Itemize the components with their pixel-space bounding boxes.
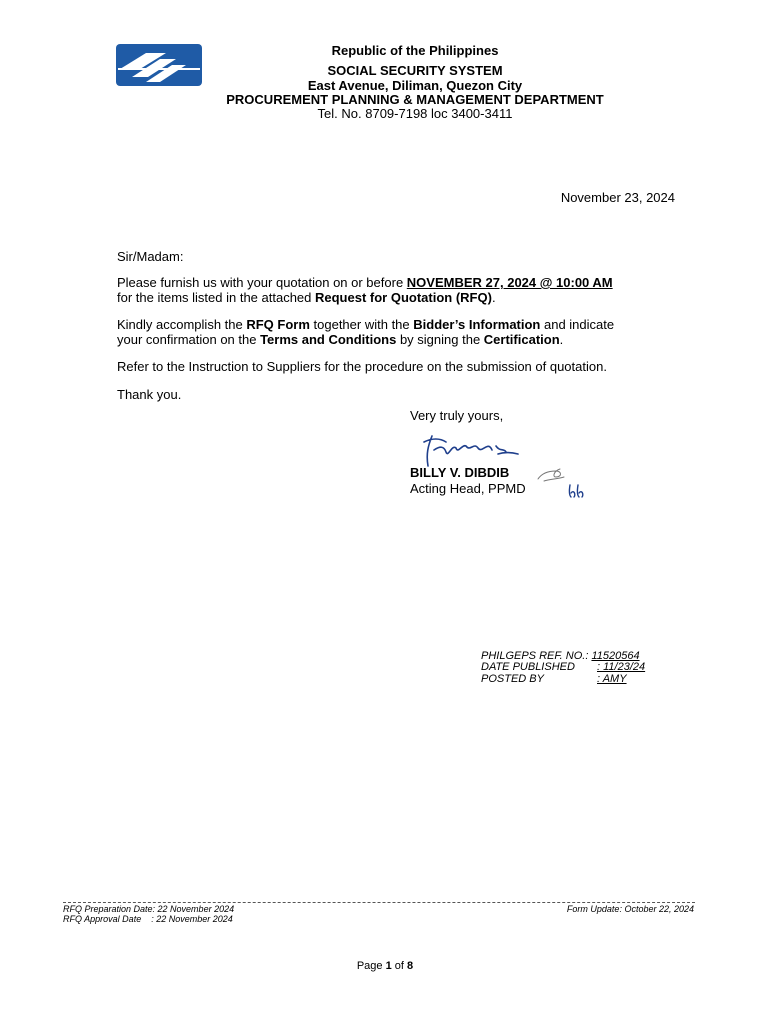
bidder-info: Bidder’s Information bbox=[413, 317, 541, 332]
p2-text-b: together with the bbox=[309, 317, 414, 332]
p2-text-e: by signing the bbox=[396, 332, 484, 347]
form-update: Form Update: October 22, 2024 bbox=[566, 904, 694, 914]
thank-you: Thank you. bbox=[117, 387, 182, 402]
posted-label: POSTED BY bbox=[481, 673, 544, 685]
terms-conditions: Terms and Conditions bbox=[260, 332, 397, 347]
initials-mark-2 bbox=[566, 481, 588, 501]
published-label: DATE PUBLISHED bbox=[481, 661, 575, 673]
certification: Certification bbox=[483, 332, 560, 347]
philgeps-label: PHILGEPS REF. NO.: bbox=[481, 650, 589, 662]
deadline: NOVEMBER 27, 2024 @ 10:00 AM bbox=[406, 275, 613, 290]
p2-text-a: Kindly accomplish the bbox=[117, 317, 247, 332]
footer-divider bbox=[63, 902, 695, 903]
philgeps-value: 11520564 bbox=[591, 650, 640, 662]
rfq-reference: Request for Quotation (RFQ) bbox=[315, 290, 492, 305]
page-total: 8 bbox=[407, 960, 414, 972]
salutation: Sir/Madam: bbox=[117, 249, 184, 264]
posted-value: : AMY bbox=[597, 673, 627, 685]
page-of: of bbox=[391, 960, 408, 972]
rfq-approval-date: RFQ Approval Date : 22 November 2024 bbox=[63, 914, 233, 924]
signatory-title: Acting Head, PPMD bbox=[410, 481, 526, 496]
closing: Very truly yours, bbox=[410, 408, 504, 423]
paragraph-instructions bbox=[117, 317, 707, 347]
paragraph-request bbox=[117, 275, 707, 305]
page-current: 1 bbox=[385, 960, 392, 972]
p2-end: . bbox=[559, 332, 564, 347]
p1-text-b: for the items listed in the attached bbox=[117, 290, 315, 305]
header-telephone: Tel. No. 8709-7198 loc 3400-3411 bbox=[317, 106, 513, 121]
posted-by bbox=[481, 673, 627, 685]
header-department: PROCUREMENT PLANNING & MANAGEMENT DEPARTMENT bbox=[226, 92, 604, 107]
letter-date: November 23, 2024 bbox=[560, 190, 675, 205]
page-number bbox=[0, 960, 770, 972]
date-published bbox=[481, 661, 645, 673]
published-value: : 11/23/24 bbox=[597, 661, 646, 673]
signatory-name: BILLY V. DIBDIB bbox=[410, 465, 510, 480]
paragraph-refer: Refer to the Instruction to Suppliers for the procedure on the submission of quotation. bbox=[117, 359, 607, 374]
initials-mark bbox=[534, 465, 568, 485]
p2-text-c: and indicate bbox=[540, 317, 615, 332]
header-address: East Avenue, Diliman, Quezon City bbox=[307, 78, 523, 93]
p1-text-a: Please furnish us with your quotation on or before bbox=[117, 275, 407, 290]
header-agency: SOCIAL SECURITY SYSTEM bbox=[327, 63, 503, 78]
rfq-preparation-date: RFQ Preparation Date: 22 November 2024 bbox=[63, 904, 235, 914]
header-republic: Republic of the Philippines bbox=[331, 43, 499, 58]
rfq-form: RFQ Form bbox=[246, 317, 310, 332]
p1-end: . bbox=[491, 290, 496, 305]
p2-text-d: your confirmation on the bbox=[117, 332, 261, 347]
page-prefix: Page bbox=[356, 960, 386, 972]
